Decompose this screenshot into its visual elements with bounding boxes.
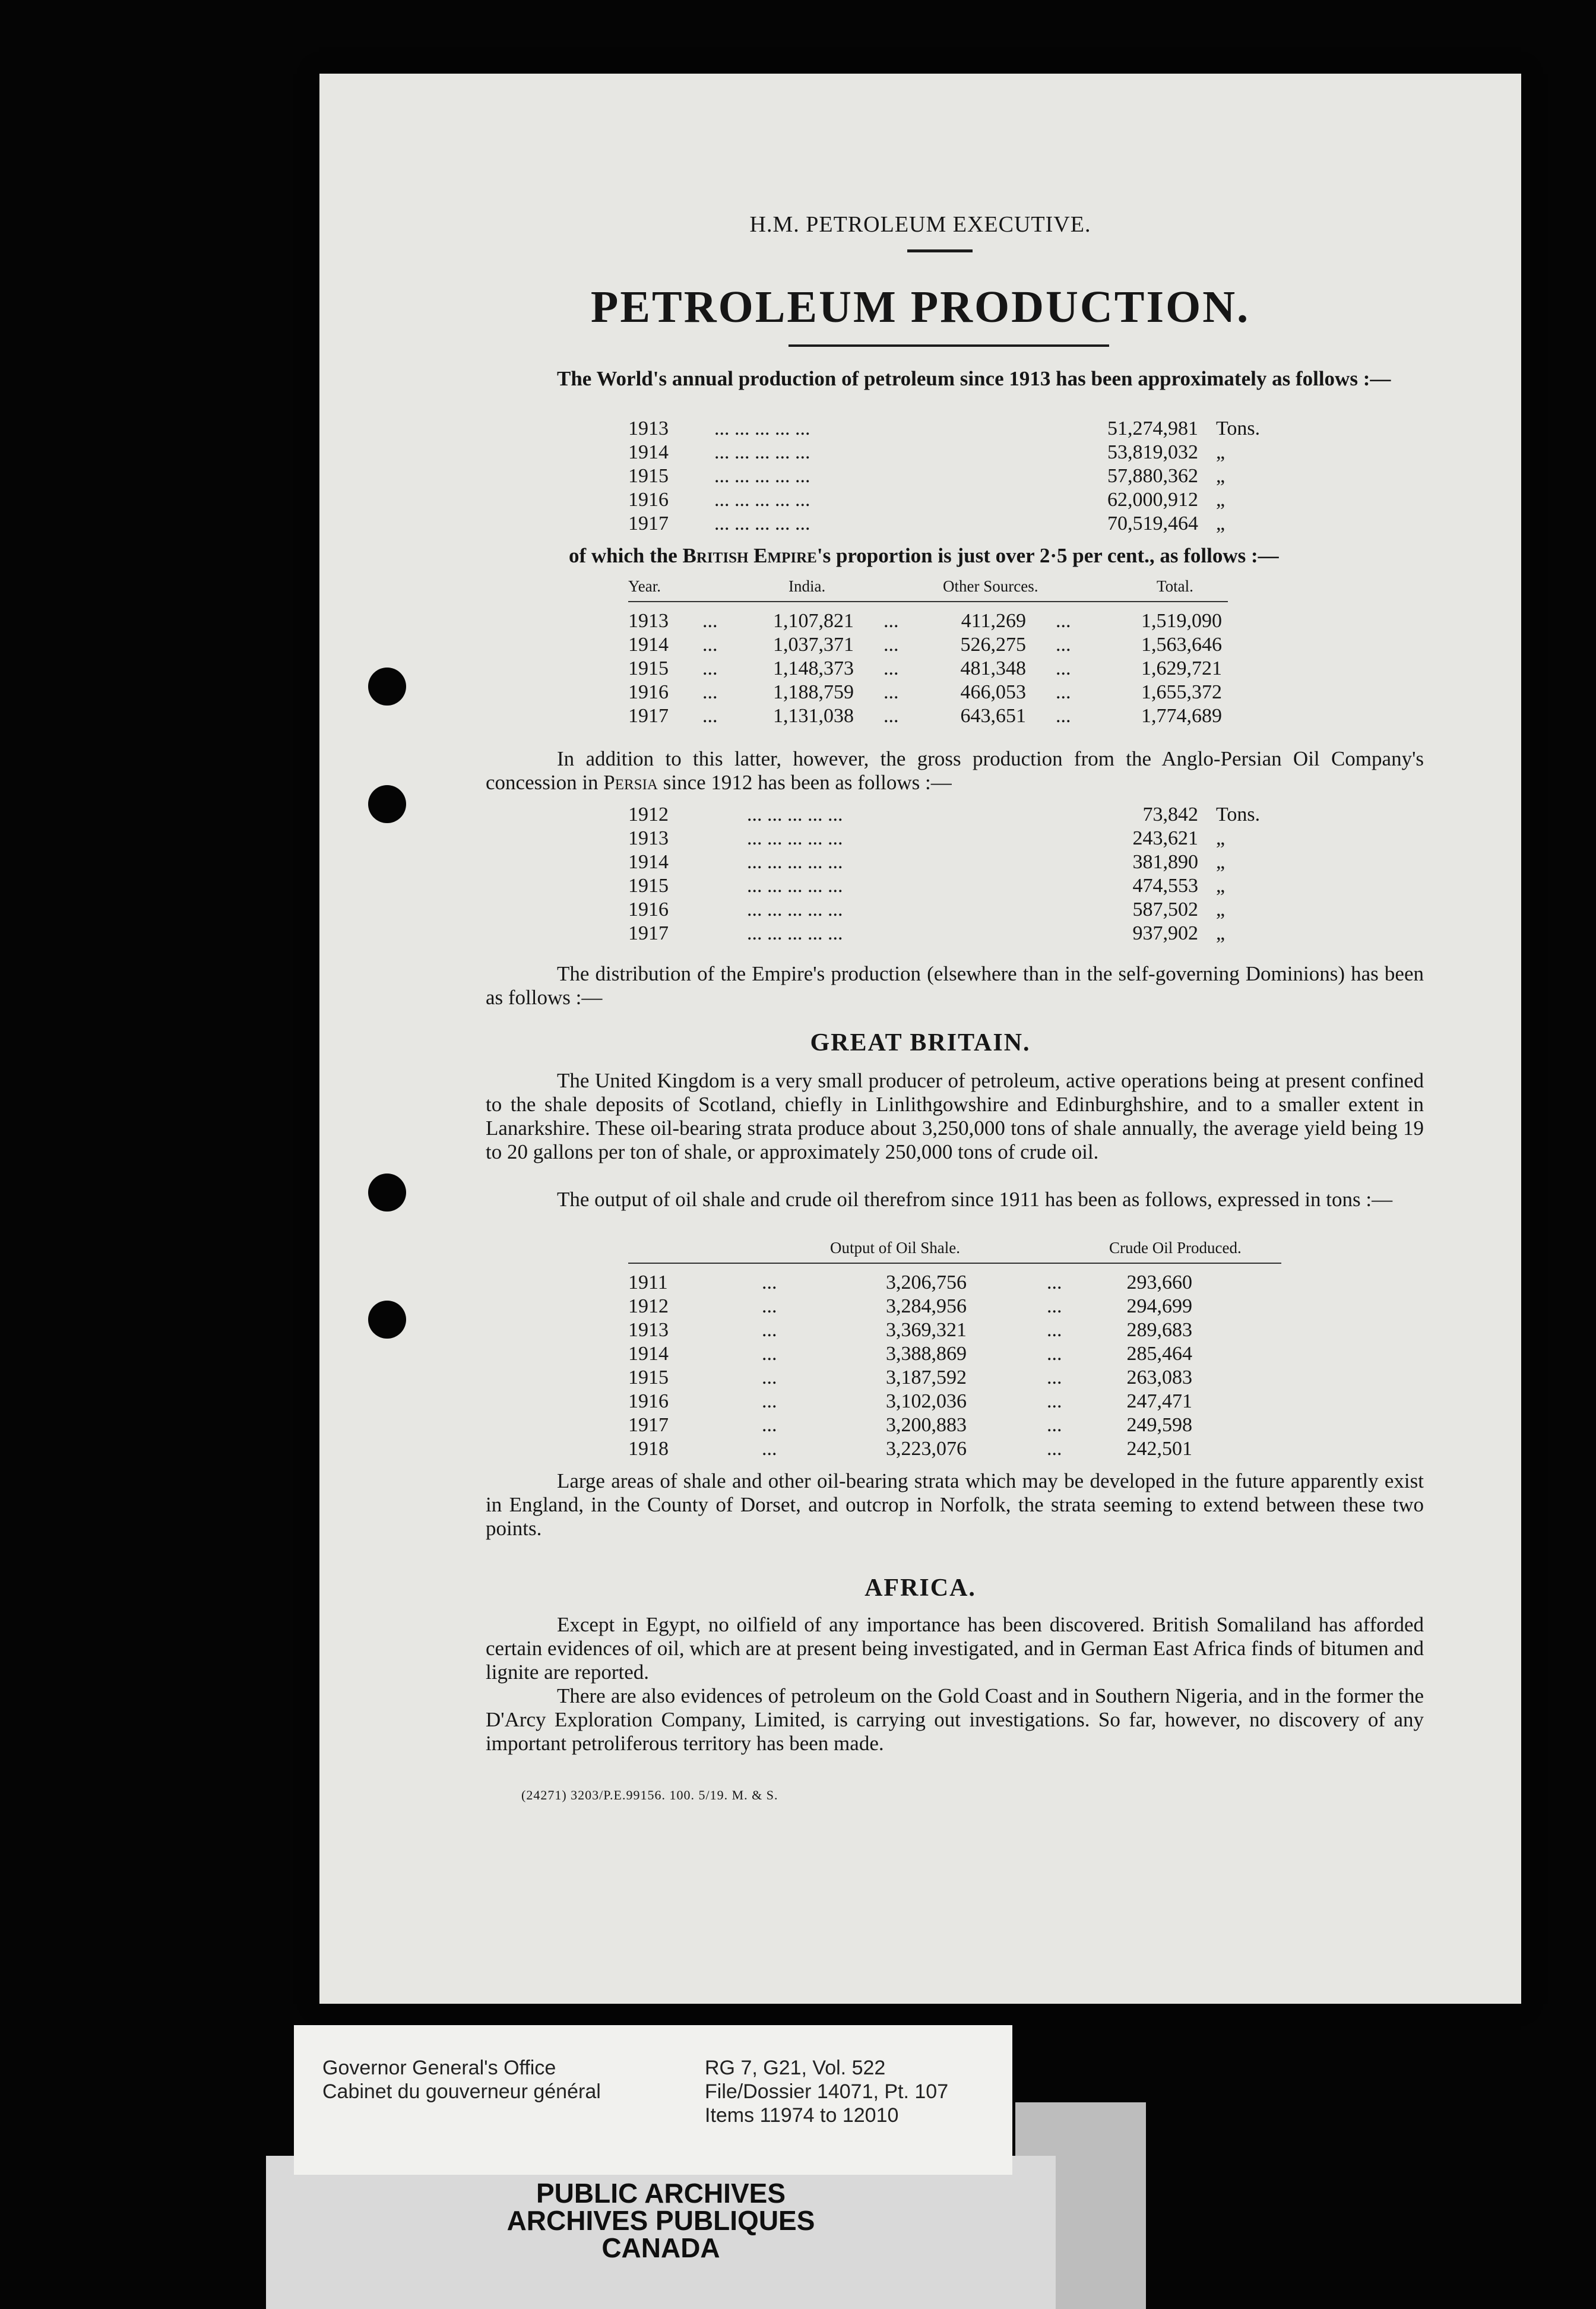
table-row: 1911 ... 3,206,756 ... 293,660	[628, 1271, 1192, 1293]
divider	[907, 249, 973, 252]
punch-hole	[368, 1174, 406, 1212]
divider	[788, 344, 1109, 347]
great-britain-paragraph: The output of oil shale and crude oil therefrom since 1911 has been as follows, expressed in tons :—	[557, 1188, 1393, 1211]
table-row: 1916 ... 3,102,036 ... 247,471	[628, 1390, 1192, 1412]
great-britain-paragraph: The United Kingdom is a very small producer of petroleum, active operations being at present confined to the shale deposits of Scotland, chiefly in Linlithgowshire and Edinburghshire, and to a smaller extent in Lanarkshire. These oil-bearing strata produce about 3,250,000 tons of shale annually, the average yield being 19 to 20 gallons per ton of shale, or approximately 250,000 tons of crude oil.	[486, 1069, 1424, 1163]
empire-intro: of which the British Empire's proportion is just over 2·5 per cent., as follows :—	[569, 544, 1279, 567]
section-heading-great-britain: GREAT BRITAIN.	[810, 1029, 1031, 1057]
table-row: 1917 ... 1,131,038 ... 643,651 ... 1,774,689	[628, 705, 1222, 727]
table-row: 1914 ... 3,388,869 ... 285,464	[628, 1343, 1192, 1365]
list-item: 1912 ... ... ... ... ... 73,842 Tons.	[628, 804, 1261, 825]
table-row: 1915 ... 1,148,373 ... 481,348 ... 1,629,721	[628, 657, 1222, 679]
list-item: 1914 ... ... ... ... ... 381,890 „	[628, 851, 1226, 873]
persia-intro: In addition to this latter, however, the gross production from the Anglo-Persian Oil Company's concession in Persia since 1912 has been as follows :—	[486, 747, 1424, 794]
punch-hole	[368, 785, 406, 823]
table-row: 1913 ... 3,369,321 ... 289,683	[628, 1319, 1192, 1341]
item-range: Items 11974 to 12010	[705, 2104, 899, 2127]
office-name: Governor General's Office	[322, 2057, 556, 2079]
punch-hole	[368, 1301, 406, 1339]
document-title: PETROLEUM PRODUCTION.	[590, 282, 1250, 332]
office-name: Cabinet du gouverneur général	[322, 2080, 601, 2103]
table-row: 1915 ... 3,187,592 ... 263,083	[628, 1367, 1192, 1388]
record-group: RG 7, G21, Vol. 522	[705, 2057, 886, 2079]
stamp-line: CANADA	[601, 2232, 720, 2263]
issuing-office: H.M. PETROLEUM EXECUTIVE.	[749, 212, 1091, 237]
world-production-list	[628, 417, 1275, 536]
table-row: 1917 ... 3,200,883 ... 249,598	[628, 1414, 1192, 1436]
table-header: Year. India. Other Sources. Total.	[628, 577, 1193, 595]
divider	[628, 1263, 1281, 1264]
stamp-line: ARCHIVES PUBLIQUES	[506, 2205, 815, 2236]
list-item: 1915 ... ... ... ... ... 57,880,362 „	[628, 465, 1226, 487]
distribution-paragraph: The distribution of the Empire's production (elsewhere than in the self-governing Dominions) has been as follows :—	[486, 962, 1424, 1009]
table-row: 1916 ... 1,188,759 ... 466,053 ... 1,655,372	[628, 681, 1222, 703]
section-heading-africa: AFRICA.	[864, 1574, 976, 1602]
file-reference: File/Dossier 14071, Pt. 107	[705, 2080, 949, 2103]
document-page	[319, 74, 1521, 2004]
list-item: 1917 ... ... ... ... ... 937,902 „	[628, 922, 1226, 944]
archive-reference-card	[294, 2025, 1012, 2175]
africa-paragraph: Except in Egypt, no oilfield of any importance has been discovered. British Somaliland has afforded certain evidences of oil, which are at present being investigated, and in German East Africa finds of bitumen and lignite are reported.	[486, 1613, 1424, 1684]
stamp-line: PUBLIC ARCHIVES	[536, 2178, 786, 2209]
great-britain-table	[628, 1239, 1281, 1461]
table-row: 1918 ... 3,223,076 ... 242,501	[628, 1438, 1192, 1460]
list-item: 1913 ... ... ... ... ... 51,274,981 Tons.	[628, 417, 1261, 439]
punch-hole	[368, 668, 406, 706]
table-header: Output of Oil Shale. Crude Oil Produced.	[830, 1239, 1242, 1257]
print-reference: (24271) 3203/P.E.99156. 100. 5/19. M. & S.	[521, 1788, 778, 1802]
great-britain-paragraph: Large areas of shale and other oil-bearing strata which may be developed in the future apparently exist in England, in the County of Dorset, and outcrop in Norfolk, the strata seeming to extend between these two points.	[486, 1469, 1424, 1540]
list-item: 1917 ... ... ... ... ... 70,519,464 „	[628, 513, 1226, 534]
empire-table	[628, 577, 1228, 728]
list-item: 1914 ... ... ... ... ... 53,819,032 „	[628, 441, 1226, 463]
archives-stamp	[266, 2156, 1056, 2309]
africa-paragraph: There are also evidences of petroleum on the Gold Coast and in Southern Nigeria, and in the former the D'Arcy Exploration Company, Limited, is carrying out investigations. So far, however, no discovery of any important petroliferous territory has been made.	[486, 1684, 1424, 1755]
table-row: 1914 ... 1,037,371 ... 526,275 ... 1,563,646	[628, 634, 1222, 656]
list-item: 1916 ... ... ... ... ... 62,000,912 „	[628, 489, 1226, 511]
divider	[628, 601, 1228, 602]
table-row: 1913 ... 1,107,821 ... 411,269 ... 1,519,090	[628, 610, 1222, 632]
list-item: 1913 ... ... ... ... ... 243,621 „	[628, 827, 1226, 849]
list-item: 1915 ... ... ... ... ... 474,553 „	[628, 875, 1226, 897]
intro-paragraph: The World's annual production of petroleum since 1913 has been approximately as follows :—	[557, 367, 1391, 390]
list-item: 1916 ... ... ... ... ... 587,502 „	[628, 899, 1226, 921]
table-row: 1912 ... 3,284,956 ... 294,699	[628, 1295, 1192, 1317]
persia-production-list	[628, 803, 1275, 945]
